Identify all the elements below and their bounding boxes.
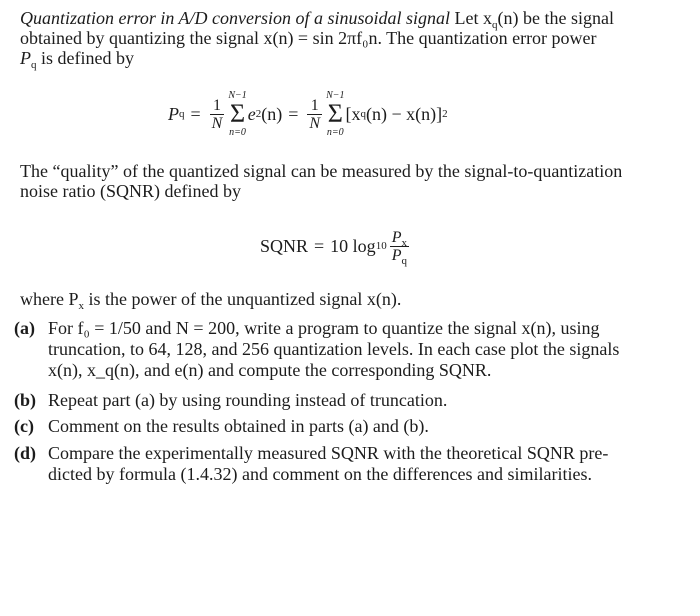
item-c-line-1: Comment on the results obtained in parts (a) and (b).	[48, 416, 429, 436]
item-d-label: (d)	[14, 443, 36, 463]
eq1-sum-1	[228, 90, 246, 138]
item-a-line-1: For f₀ = 1/50 and N = 200, write a program to quantize the signal x(n), using	[48, 318, 600, 338]
eq1-term1: e	[247, 104, 256, 124]
sqnr-equation: SQNR = 10 log 10 $\frac{P_x}{P_q}$	[260, 228, 407, 267]
item-c	[14, 416, 694, 436]
eq2-num-sub: x	[401, 236, 407, 249]
pq-equation: P q = $\frac{1}{N}$ N−1 Σ n=0 e 2 (n) = $\frac{1}{N}$ N−1 Σ n=0 [x q (n) − x(n)] 2	[168, 90, 448, 138]
eq1-lhs: P	[168, 104, 179, 124]
item-a-label: (a)	[14, 318, 35, 338]
eq1-fraction-2	[307, 97, 322, 132]
item-d-line-2: dicted by formula (1.4.32) and comment on the differences and similarities.	[48, 464, 593, 484]
eq1-fraction-1	[210, 97, 225, 132]
item-b-label: (b)	[14, 390, 36, 410]
item-a-line-3: x(n), x_q(n), and e(n) and compute the corresponding SQNR.	[48, 360, 492, 380]
quality-line-1: The “quality” of the quantized signal can be measured by the signal-to-quantization	[20, 161, 623, 181]
intro-line-3	[20, 48, 686, 71]
intro-line3-text: is defined by	[41, 48, 134, 68]
intro-line-1	[20, 8, 686, 31]
item-d-line-1: Compare the experimentally measured SQNR with the theoretical SQNR pre-	[48, 443, 609, 463]
eq1-sum2-upper: N−1	[326, 90, 345, 101]
eq1-term2-rest: (n) − x(n)]	[366, 104, 443, 124]
eq1-frac2-den: N	[309, 114, 321, 132]
eq2-den-sym: P	[391, 246, 402, 264]
item-b-line-1: Repeat part (a) by using rounding instead of truncation.	[48, 390, 448, 410]
eq2-fraction	[390, 228, 409, 267]
eq2-den-sub: q	[401, 254, 407, 267]
where-paragraph	[20, 289, 686, 312]
item-d	[14, 443, 694, 485]
quality-paragraph	[20, 161, 686, 201]
eq1-frac1-den: N	[211, 114, 223, 132]
where-text-a: where P	[20, 289, 79, 309]
eq1-sum2-symbol: Σ	[327, 99, 343, 128]
eq2-den	[390, 246, 409, 267]
item-a	[14, 318, 694, 380]
intro-line1-text: Let x	[454, 8, 493, 28]
eq2-num-sym: P	[391, 228, 402, 246]
eq1-sum2-lower: n=0	[326, 127, 344, 138]
eq1-sum1-upper: N−1	[228, 90, 247, 101]
eq1-sum-2	[326, 90, 344, 138]
eq2-equals: =	[314, 236, 325, 256]
pq-symbol: P	[20, 48, 31, 68]
eq1-sum1-lower: n=0	[229, 127, 246, 138]
eq2-coef: 10 log	[330, 236, 376, 256]
eq1-frac1-num: 1	[212, 96, 221, 114]
intro-line-2: obtained by quantizing the signal x(n) = sin 2πf₀n. The quantization error power	[20, 28, 597, 48]
where-text-b: is the power of the unquantized signal x(n).	[88, 289, 402, 309]
intro-paragraph	[20, 8, 686, 71]
eq2-num	[390, 228, 409, 249]
item-a-line-2: truncation, to 64, 128, and 256 quantization levels. In each case plot the signals	[48, 339, 620, 359]
where-line	[20, 289, 686, 312]
quality-line-2: noise ratio (SQNR) defined by	[20, 181, 241, 201]
intro-line1-sub: q	[492, 19, 498, 31]
where-sub: x	[78, 300, 84, 312]
pq-sub: q	[31, 59, 37, 71]
eq1-term2: [x	[345, 104, 361, 124]
eq1-frac2-num: 1	[310, 96, 319, 114]
eq1-equals-2: =	[288, 104, 299, 124]
eq1-sum1-symbol: Σ	[229, 99, 246, 128]
eq2-lhs: SQNR	[260, 236, 309, 256]
problem-heading: Quantization error in A/D conversion of a sinusoidal signal	[20, 8, 451, 28]
item-c-label: (c)	[14, 416, 34, 436]
eq1-equals-1: =	[190, 104, 201, 124]
eq1-term1-arg: (n)	[261, 104, 283, 124]
intro-line1-end: (n) be the signal	[497, 8, 614, 28]
item-b	[14, 390, 694, 410]
